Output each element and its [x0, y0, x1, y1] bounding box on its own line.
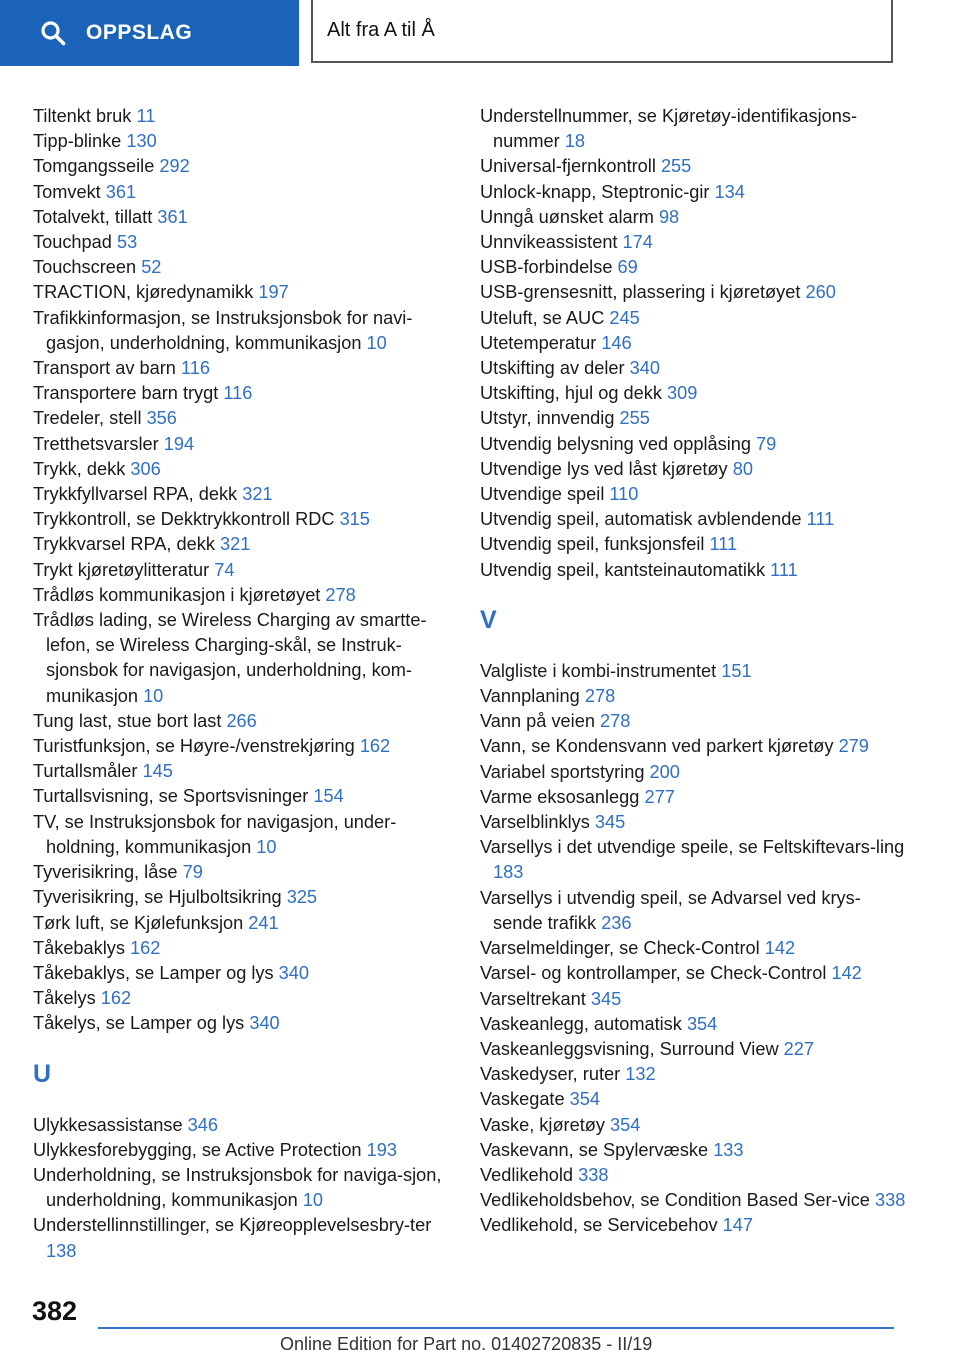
index-entry-term: Touchpad — [33, 232, 112, 253]
index-entry-term: Transport av barn — [33, 358, 176, 379]
index-entry-term: Uteluft, se AUC — [480, 307, 605, 328]
index-entry-term: TV, se Instruksjonsbok for navigasjon, under‐holdning, kommunikasjon — [33, 811, 397, 857]
index-entry — [480, 709, 910, 734]
index-entry — [33, 104, 453, 129]
index-entry-term: Vann, se Kondensvann ved parkert kjøretøy — [480, 736, 834, 757]
index-entry-page-link[interactable]: 325 — [286, 887, 318, 908]
index-entry-page-link[interactable]: 154 — [313, 786, 344, 807]
section-title-box — [311, 0, 893, 63]
index-entry-term: Varme eksosanlegg — [480, 786, 640, 807]
index-entry-term: Tung last, stue bort last — [33, 710, 222, 731]
search-icon — [40, 20, 66, 46]
index-entry-term: Vedlikehold, se Servicebehov — [480, 1215, 718, 1236]
index-entry-page-link[interactable]: 18 — [564, 131, 585, 152]
index-entry-page-link[interactable]: 340 — [629, 358, 660, 379]
index-entry — [480, 457, 910, 482]
index-entry-term: Tomgangsseile — [33, 156, 155, 177]
index-entry — [480, 1163, 910, 1188]
index-entry — [480, 154, 910, 179]
index-entry-page-link[interactable]: 111 — [770, 559, 798, 580]
index-entry — [33, 709, 453, 734]
index-entry-page-link[interactable]: 361 — [157, 206, 188, 227]
index-entry — [33, 154, 453, 179]
index-entry-term: Utetemperatur — [480, 332, 597, 353]
index-entry — [480, 987, 910, 1012]
index-entry — [33, 306, 453, 356]
index-entry-page-link[interactable]: 111 — [806, 509, 835, 530]
index-entry-term: Varsel- og kontrollamper, se Check-Control — [480, 963, 827, 984]
index-column-left — [33, 104, 453, 1264]
index-entry-page-link[interactable]: 111 — [709, 534, 738, 555]
index-entry — [33, 482, 453, 507]
index-entry-term: Utskifting, hjul og dekk — [480, 383, 662, 404]
index-entry-page-link[interactable]: 277 — [644, 786, 675, 807]
index-entry-term: Tåkebaklys, se Lamper og lys — [33, 962, 274, 983]
index-entry-page-link[interactable]: 255 — [660, 156, 692, 177]
index-entry-term: Unngå uønsket alarm — [480, 206, 654, 227]
index-entry — [480, 1012, 910, 1037]
index-entry — [33, 381, 453, 406]
index-entry-term: Utvendig speil, kantsteinautomatikk — [480, 559, 766, 580]
index-column-right — [480, 104, 910, 1239]
index-entry-term: Turtallsvisning, se Sportsvisninger — [33, 786, 309, 807]
index-entry-page-link[interactable]: 79 — [182, 862, 203, 883]
index-entry — [480, 1213, 910, 1238]
index-entry — [33, 230, 453, 255]
index-entry-term: Trådløs kommunikasjon i kjøretøyet — [33, 584, 321, 605]
index-entry — [480, 886, 910, 936]
index-entry-term: Unlock-knapp, Steptronic-gir — [480, 181, 710, 202]
index-letter-heading: V — [480, 605, 497, 634]
index-entry-page-link[interactable]: 340 — [278, 962, 310, 983]
index-entry-page-link[interactable]: 245 — [609, 307, 640, 328]
index-entry — [33, 1138, 453, 1163]
index-entry — [33, 986, 453, 1011]
index-entry-term: Tåkebaklys — [33, 937, 125, 958]
index-entry-page-link[interactable]: 134 — [714, 181, 745, 202]
index-entry-page-link[interactable]: 142 — [764, 938, 796, 959]
index-entry-page-link[interactable]: 133 — [713, 1139, 744, 1160]
footer-rule — [98, 1327, 894, 1329]
index-entry-page-link[interactable]: 162 — [100, 988, 132, 1009]
index-entry-page-link[interactable]: 74 — [214, 559, 235, 580]
index-entry — [480, 1037, 910, 1062]
index-entry-page-link[interactable]: 345 — [590, 988, 622, 1009]
index-entry-term: Varsellys i det utvendige speile, se Feltskiftevars‐ling — [480, 837, 905, 858]
index-entry-page-link[interactable]: 130 — [126, 131, 157, 152]
index-entry — [33, 205, 453, 230]
index-entry-page-link[interactable]: 340 — [249, 1013, 280, 1034]
index-entry-term: Tåkelys, se Lamper og lys — [33, 1013, 245, 1034]
index-entry-term: Transportere barn trygt — [33, 383, 219, 404]
index-entry-term: Varselmeldinger, se Check-Control — [480, 938, 760, 959]
search-tab[interactable] — [0, 0, 299, 66]
index-entry-page-link[interactable]: 10 — [302, 1190, 324, 1211]
index-entry-page-link[interactable]: 361 — [105, 181, 137, 202]
index-entry-term: Ulykkesassistanse — [33, 1114, 183, 1135]
index-entry — [33, 180, 453, 205]
index-entry — [480, 482, 910, 507]
index-entry-page-link[interactable]: 315 — [339, 509, 370, 530]
index-entry — [480, 785, 910, 810]
index-entry-page-link[interactable]: 309 — [667, 383, 698, 404]
index-entry — [33, 911, 453, 936]
index-entry — [33, 936, 453, 961]
index-entry — [33, 1113, 453, 1138]
index-entry-term: Utvendig speil, automatisk avblendende — [480, 509, 802, 530]
index-entry-page-link[interactable]: 292 — [159, 156, 190, 177]
index-entry-page-link[interactable]: 255 — [619, 408, 650, 429]
index-entry-term: Utvendig speil, funksjonsfeil — [480, 534, 705, 555]
index-entry — [33, 532, 453, 557]
index-entry-term: Ulykkesforebygging, se Active Protection — [33, 1139, 362, 1160]
index-entry — [480, 835, 910, 885]
index-entry-page-link[interactable]: 10 — [143, 685, 164, 706]
index-entry-page-link[interactable]: 79 — [756, 433, 777, 454]
index-entry — [480, 280, 910, 305]
header — [0, 0, 960, 66]
index-entry-term: Turtallsmåler — [33, 761, 138, 782]
index-entry-page-link[interactable]: 236 — [601, 912, 632, 933]
index-entry-term: Vannplaning — [480, 686, 580, 707]
index-entry-page-link[interactable]: 345 — [594, 812, 626, 833]
index-entry-page-link[interactable]: 200 — [649, 761, 680, 782]
index-entry-page-link[interactable]: 260 — [805, 282, 836, 303]
index-entry-page-link[interactable]: 110 — [609, 484, 639, 505]
index-entry-page-link[interactable]: 321 — [242, 484, 273, 505]
index-entry-term: Trykkfyllvarsel RPA, dekk — [33, 484, 238, 505]
index-entry — [480, 1062, 910, 1087]
index-entry-term: Turistfunksjon, se Høyre-/venstrekjøring — [33, 736, 355, 757]
index-entry-page-link[interactable]: 338 — [578, 1164, 609, 1185]
index-entry — [480, 734, 910, 759]
index-entry-term: Trykkvarsel RPA, dekk — [33, 534, 215, 555]
index-entry-term: Variabel sportstyring — [480, 761, 645, 782]
index-entry-page-link[interactable]: 194 — [163, 433, 195, 454]
index-entry-term: Tyverisikring, låse — [33, 862, 178, 883]
index-entry — [33, 255, 453, 280]
index-entry-page-link[interactable]: 354 — [610, 1114, 641, 1135]
index-entry-page-link[interactable]: 162 — [359, 736, 391, 757]
index-entry-term: Trykk, dekk — [33, 458, 126, 479]
index-entry — [33, 784, 453, 809]
index-entry-page-link[interactable]: 278 — [600, 711, 631, 732]
index-entry-page-link[interactable]: 266 — [226, 710, 257, 731]
index-entry-term: Tredeler, stell — [33, 408, 142, 429]
footer-edition-text: Online Edition for Part no. 01402720835 - II/19 — [280, 1334, 653, 1354]
index-entry-page-link[interactable]: 147 — [722, 1215, 754, 1236]
index-entry — [33, 810, 453, 860]
index-entry-term: Vaskegate — [480, 1089, 565, 1110]
index-entry-page-link[interactable]: 354 — [569, 1089, 601, 1110]
index-entry-term: Vedlikehold — [480, 1164, 574, 1185]
index-letter-heading: U — [33, 1059, 52, 1088]
index-entry — [480, 381, 910, 406]
index-entry-page-link[interactable]: 279 — [838, 736, 869, 757]
index-entry — [33, 406, 453, 431]
index-entry-term: Tyverisikring, se Hjulboltsikring — [33, 887, 282, 908]
index-entry-term: Understellinnstillinger, se Kjøreopplevelsesbry‐ter — [33, 1215, 432, 1236]
index-entry — [480, 936, 910, 961]
index-entry — [480, 1113, 910, 1138]
index-entry — [480, 230, 910, 255]
index-entry — [33, 734, 453, 759]
index-entry — [480, 810, 910, 835]
index-entry — [33, 1163, 453, 1213]
index-entry — [480, 1138, 910, 1163]
index-entry-page-link[interactable]: 346 — [187, 1114, 219, 1135]
index-entry — [33, 457, 453, 482]
index-entry-page-link[interactable]: 151 — [721, 660, 752, 681]
index-entry-term: Trykt kjøretøylitteratur — [33, 559, 210, 580]
index-entry-term: Varsellys i utvendig speil, se Advarsel ved krys‐sende trafikk — [480, 887, 861, 933]
index-entry-page-link[interactable]: 10 — [366, 332, 387, 353]
index-entry — [33, 432, 453, 457]
index-entry-term: Tomvekt — [33, 181, 101, 202]
index-entry-term: Universal-fjernkontroll — [480, 156, 656, 177]
index-entry-page-link[interactable]: 80 — [732, 458, 753, 479]
index-entry-term: Touchscreen — [33, 257, 137, 278]
index-entry-page-link[interactable]: 116 — [223, 383, 253, 404]
index-entry-term: Varseltrekant — [480, 988, 586, 1009]
index-entry — [480, 205, 910, 230]
index-entry-page-link[interactable]: 354 — [686, 1013, 718, 1034]
section-title: Alt fra A til Å — [327, 19, 435, 41]
index-entry-page-link[interactable]: 227 — [783, 1038, 815, 1059]
index-entry-term: Vaske, kjøretøy — [480, 1114, 605, 1135]
index-entry-page-link[interactable]: 98 — [658, 206, 680, 227]
index-entry-page-link[interactable]: 278 — [584, 686, 616, 707]
index-entry-page-link[interactable]: 69 — [617, 257, 638, 278]
index-entry-page-link[interactable]: 241 — [248, 912, 279, 933]
index-entry-term: Totalvekt, tillatt — [33, 206, 153, 227]
index-entry — [480, 760, 910, 785]
index-entry-term: Tiltenkt bruk — [33, 106, 132, 126]
index-entry-term: Utskifting av deler — [480, 358, 625, 379]
index-entry — [33, 1213, 453, 1263]
index-entry-term: USB-grensesnitt, plassering i kjøretøyet — [480, 282, 801, 303]
index-entry-term: Tipp-blinke — [33, 131, 122, 152]
index-entry-page-link[interactable]: 10 — [256, 836, 277, 857]
index-entry-page-link[interactable]: 145 — [142, 761, 173, 782]
index-entry — [480, 255, 910, 280]
index-entry-term: Utstyr, innvendig — [480, 408, 615, 429]
index-entry — [480, 532, 910, 557]
index-entry — [33, 583, 453, 608]
index-entry — [33, 507, 453, 532]
index-entry-term: Vaskeanleggsvisning, Surround View — [480, 1038, 779, 1059]
index-entry — [480, 356, 910, 381]
index-entry — [33, 961, 453, 986]
index-entry-term: Vaskedyser, ruter — [480, 1064, 621, 1085]
index-entry — [33, 356, 453, 381]
index-entry-page-link[interactable]: 306 — [130, 458, 161, 479]
index-entry-term: Vaskevann, se Spylervæske — [480, 1139, 709, 1160]
index-entry-page-link[interactable]: 183 — [493, 862, 524, 883]
index-entry — [480, 558, 910, 583]
index-entry — [480, 406, 910, 431]
index-entry — [33, 558, 453, 583]
index-entry — [480, 961, 910, 986]
index-entry — [480, 507, 910, 532]
index-entry — [33, 759, 453, 784]
index-entry-page-link[interactable]: 338 — [874, 1190, 906, 1211]
index-entry-page-link[interactable]: 138 — [46, 1240, 77, 1261]
index-entry — [480, 684, 910, 709]
index-entry — [480, 432, 910, 457]
index-entry-term: Vaskeanlegg, automatisk — [480, 1013, 682, 1034]
index-entry-page-link[interactable]: 142 — [831, 963, 862, 984]
index-entry-page-link[interactable]: 174 — [622, 232, 653, 253]
index-entry-page-link[interactable]: 162 — [130, 937, 161, 958]
page-number: 382 — [32, 1296, 78, 1326]
index-entry-page-link[interactable]: 116 — [180, 358, 210, 379]
index-entry-term: Utvendige lys ved låst kjøretøy — [480, 458, 728, 479]
index-entry-page-link[interactable]: 356 — [146, 408, 177, 429]
index-entry — [33, 608, 453, 709]
index-entry-page-link[interactable]: 53 — [116, 232, 138, 253]
index-entry-term: Tørk luft, se Kjølefunksjon — [33, 912, 244, 933]
index-entry — [480, 1188, 910, 1213]
index-entry — [480, 331, 910, 356]
index-entry-term: Understellnummer, se Kjøretøy-identifikasjons‐nummer — [480, 106, 858, 152]
index-entry-term: Tåkelys — [33, 988, 96, 1009]
index-entry-term: Tretthetsvarsler — [33, 433, 159, 454]
index-entry-term: Valgliste i kombi-instrumentet — [480, 660, 717, 681]
index-entry-term: Unnvikeassistent — [480, 232, 618, 253]
index-entry-page-link[interactable]: 146 — [601, 332, 632, 353]
index-entry-page-link[interactable]: 278 — [325, 584, 356, 605]
index-entry-term: Trafikkinformasjon, se Instruksjonsbok for navi‐gasjon, underholdning, kommunikasjon — [33, 307, 413, 353]
index-entry-term: USB-forbindelse — [480, 257, 613, 278]
search-tab-label: OPPSLAG — [86, 21, 193, 44]
index-entry-term: Vedlikeholdsbehov, se Condition Based Ser‐vice — [480, 1190, 870, 1211]
index-entry-page-link[interactable]: 193 — [366, 1139, 397, 1160]
index-entry-term: Trykkontroll, se Dekktrykkontroll RDC — [33, 509, 335, 530]
index-entry — [33, 129, 453, 154]
index-entry-page-link[interactable]: 132 — [625, 1064, 656, 1085]
index-entry-term: Underholdning, se Instruksjonsbok for naviga‐sjon, underholdning, kommunikasjon — [33, 1164, 442, 1211]
index-entry-term: Utvendig belysning ved opplåsing — [480, 433, 751, 454]
index-entry-term: Varselblinklys — [480, 812, 590, 833]
index-entry-page-link[interactable]: 321 — [219, 534, 251, 555]
index-entry-page-link[interactable]: 52 — [141, 257, 162, 278]
index-entry-page-link[interactable]: 197 — [258, 282, 289, 303]
index-entry-term: Utvendige speil — [480, 484, 605, 505]
index-entry — [33, 1011, 453, 1036]
index-entry-term: TRACTION, kjøredynamikk — [33, 282, 254, 303]
index-entry — [480, 659, 910, 684]
index-entry — [33, 885, 453, 910]
index-entry — [480, 104, 910, 154]
index-entry-term: Trådløs lading, se Wireless Charging av smartte‐lefon, se Wireless Charging-skål, se Instruk‐sjonsbok for navigasjon, underholdning, kom‐munikasjon — [33, 610, 427, 706]
index-entry — [480, 306, 910, 331]
index-entry — [33, 860, 453, 885]
index-entry — [33, 280, 453, 305]
index-entry — [480, 180, 910, 205]
index-entry-term: Vann på veien — [480, 711, 595, 732]
index-entry — [480, 1087, 910, 1112]
index-entry-page-link[interactable]: 11 — [136, 106, 156, 126]
